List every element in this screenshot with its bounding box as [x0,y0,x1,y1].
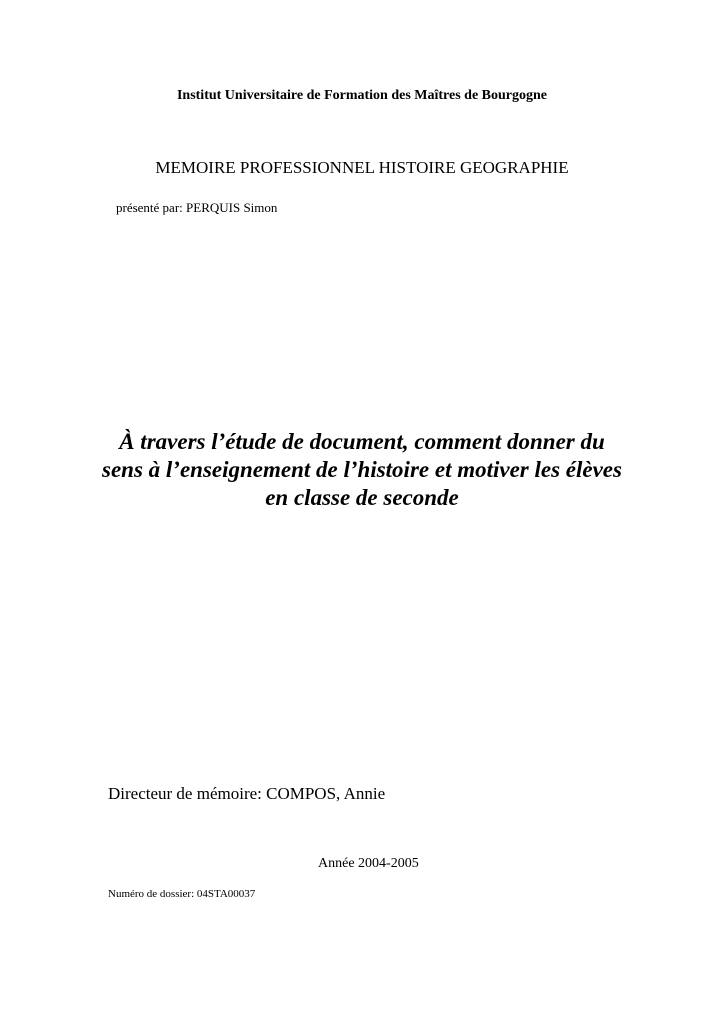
memoire-title [60,428,664,512]
institution-name: Institut Universitaire de Formation des Maîtres de Bourgogne [176,88,548,103]
title-line-1: À travers l’étude de document, comment donner du [119,429,605,454]
memoire-type: MEMOIRE PROFESSIONNEL HISTOIRE GEOGRAPHIE [155,158,569,177]
director: Directeur de mémoire: COMPOS, Annie [108,784,386,803]
dossier-number: Numéro de dossier: 04STA00037 [108,888,256,900]
title-line-3: en classe de seconde [265,485,459,510]
title-line-2: sens à l’enseignement de l’histoire et motiver les élèves [102,457,622,482]
presenter: présenté par: PERQUIS Simon [116,200,278,215]
academic-year: Année 2004-2005 [318,856,419,871]
